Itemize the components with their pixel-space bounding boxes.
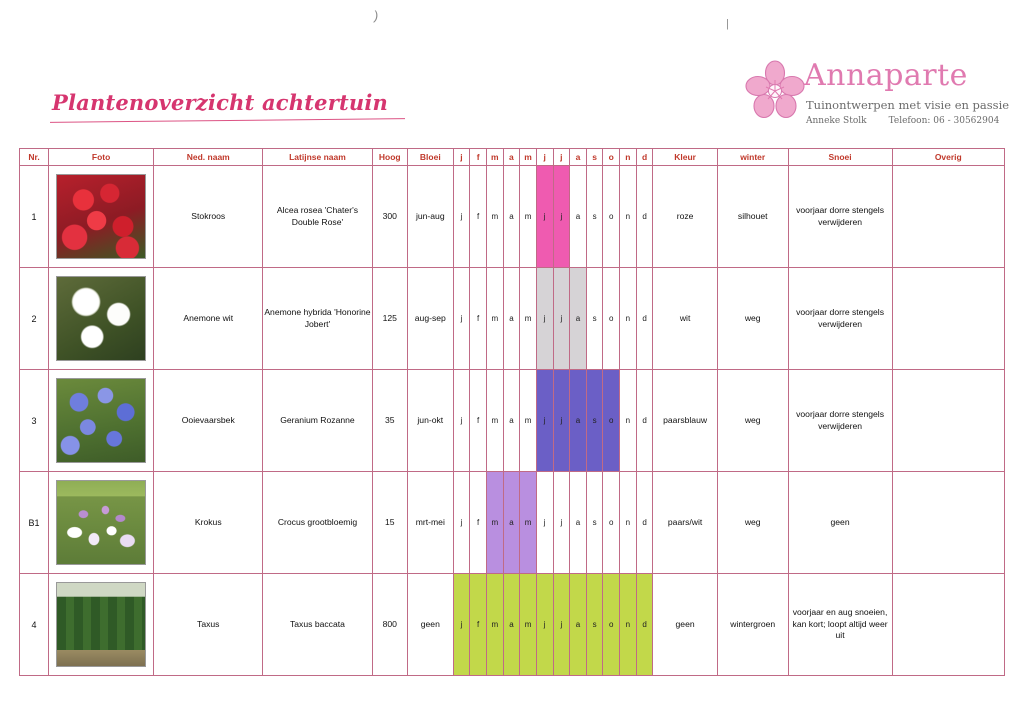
cell-month-mar: m: [486, 574, 503, 676]
cell-month-jan: j: [453, 268, 470, 370]
header-month-jan: j: [453, 149, 470, 166]
cell-month-nov: n: [620, 472, 637, 574]
table-body: [20, 166, 1005, 676]
logo-name: Annaparte: [804, 58, 968, 93]
cell-month-mar: m: [486, 166, 503, 268]
cell-month-mar: m: [486, 472, 503, 574]
cell-month-may: m: [520, 370, 537, 472]
cell-latijnse-naam: Alcea rosea 'Chater's Double Rose': [263, 166, 372, 268]
cell-month-jun: j: [536, 370, 553, 472]
header-latijnse-naam: Latijnse naam: [263, 149, 372, 166]
cell-month-feb: f: [470, 166, 487, 268]
cell-latijnse-naam: Anemone hybrida 'Honorine Jobert': [263, 268, 372, 370]
cell-month-aug: a: [570, 574, 587, 676]
cell-kleur: geen: [653, 574, 717, 676]
cell-month-jul: j: [553, 574, 570, 676]
cell-hoog: 35: [372, 370, 407, 472]
header-month-mar: m: [486, 149, 503, 166]
cell-month-dec: d: [636, 166, 653, 268]
cell-foto: [49, 370, 154, 472]
cell-bloei: mrt-mei: [407, 472, 453, 574]
cell-month-dec: d: [636, 472, 653, 574]
crocus-meadow-photo: [56, 480, 146, 565]
cell-month-nov: n: [620, 166, 637, 268]
cell-month-sep: s: [586, 574, 603, 676]
cell-winter: weg: [717, 370, 788, 472]
cell-month-apr: a: [503, 166, 520, 268]
header-ned-naam: Ned. naam: [154, 149, 263, 166]
cell-ned-naam: Krokus: [154, 472, 263, 574]
cell-month-jul: j: [553, 268, 570, 370]
cell-month-aug: a: [570, 472, 587, 574]
cell-nr: 4: [20, 574, 49, 676]
cell-month-jul: j: [553, 370, 570, 472]
cell-nr: B1: [20, 472, 49, 574]
cell-month-nov: n: [620, 370, 637, 472]
cell-month-aug: a: [570, 370, 587, 472]
cell-winter: silhouet: [717, 166, 788, 268]
cell-month-sep: s: [586, 472, 603, 574]
cell-month-dec: d: [636, 574, 653, 676]
cell-month-jul: j: [553, 166, 570, 268]
cell-ned-naam: Ooievaarsbek: [154, 370, 263, 472]
cell-latijnse-naam: Geranium Rozanne: [263, 370, 372, 472]
logo-contact: [806, 116, 999, 126]
logo-contact-name: Anneke Stolk: [806, 116, 867, 126]
table-row: [20, 472, 1005, 574]
cell-month-sep: s: [586, 370, 603, 472]
cell-month-feb: f: [470, 370, 487, 472]
cell-month-nov: n: [620, 574, 637, 676]
cell-month-jan: j: [453, 370, 470, 472]
cell-month-sep: s: [586, 166, 603, 268]
cell-month-nov: n: [620, 268, 637, 370]
cell-latijnse-naam: Crocus grootbloemig: [263, 472, 372, 574]
cell-month-mar: m: [486, 268, 503, 370]
logo-contact-phone: Telefoon: 06 - 30562904: [888, 116, 1000, 126]
cell-winter: weg: [717, 472, 788, 574]
cell-month-may: m: [520, 574, 537, 676]
table-row: [20, 574, 1005, 676]
cell-month-dec: d: [636, 370, 653, 472]
cell-snoei: voorjaar dorre stengels verwijderen: [788, 370, 892, 472]
header-foto: Foto: [49, 149, 154, 166]
header-month-sep: s: [586, 149, 603, 166]
cell-overig: [892, 370, 1004, 472]
plant-overview-table: [19, 148, 1005, 676]
cell-ned-naam: Taxus: [154, 574, 263, 676]
cell-month-feb: f: [470, 574, 487, 676]
cell-snoei: geen: [788, 472, 892, 574]
logo: [744, 56, 1010, 141]
cell-month-oct: o: [603, 268, 620, 370]
header-month-jun: j: [536, 149, 553, 166]
header-month-feb: f: [470, 149, 487, 166]
header-month-apr: a: [503, 149, 520, 166]
cell-bloei: jun-okt: [407, 370, 453, 472]
header-month-dec: d: [636, 149, 653, 166]
cell-bloei: aug-sep: [407, 268, 453, 370]
cell-hoog: 15: [372, 472, 407, 574]
scan-artifact-mark: ): [372, 7, 380, 24]
cell-overig: [892, 472, 1004, 574]
cell-foto: [49, 574, 154, 676]
cell-snoei: voorjaar dorre stengels verwijderen: [788, 166, 892, 268]
cell-foto: [49, 166, 154, 268]
cell-latijnse-naam: Taxus baccata: [263, 574, 372, 676]
cell-month-jun: j: [536, 268, 553, 370]
cell-month-jun: j: [536, 574, 553, 676]
cell-kleur: paars/wit: [653, 472, 717, 574]
header-winter: winter: [717, 149, 788, 166]
cell-hoog: 125: [372, 268, 407, 370]
header-overig: Overig: [892, 149, 1004, 166]
cell-foto: [49, 472, 154, 574]
table-row: [20, 268, 1005, 370]
cell-month-feb: f: [470, 268, 487, 370]
cell-month-dec: d: [636, 268, 653, 370]
cell-month-oct: o: [603, 370, 620, 472]
table-header-row: [20, 149, 1005, 166]
cell-kleur: wit: [653, 268, 717, 370]
cell-foto: [49, 268, 154, 370]
cell-snoei: voorjaar en aug snoeien, kan kort; loopt altijd weer uit: [788, 574, 892, 676]
cell-month-mar: m: [486, 370, 503, 472]
cell-month-apr: a: [503, 268, 520, 370]
header-nr: Nr.: [20, 149, 49, 166]
cell-month-apr: a: [503, 472, 520, 574]
cell-month-jun: j: [536, 166, 553, 268]
cell-winter: wintergroen: [717, 574, 788, 676]
logo-tagline: Tuinontwerpen met visie en passie: [806, 98, 1010, 112]
header-month-nov: n: [620, 149, 637, 166]
cell-month-sep: s: [586, 268, 603, 370]
flower-icon: [744, 60, 806, 122]
header-hoog: Hoog: [372, 149, 407, 166]
header-bloei: Bloei: [407, 149, 453, 166]
taxus-hedge-photo: [56, 582, 146, 667]
cell-month-apr: a: [503, 574, 520, 676]
cell-kleur: paarsblauw: [653, 370, 717, 472]
cell-month-jan: j: [453, 574, 470, 676]
cell-month-oct: o: [603, 472, 620, 574]
cell-month-may: m: [520, 268, 537, 370]
cell-month-jan: j: [453, 166, 470, 268]
cell-month-oct: o: [603, 574, 620, 676]
blue-geranium-photo: [56, 378, 146, 463]
title-underline: [50, 118, 405, 123]
page-title: Plantenoverzicht achtertuin: [52, 90, 388, 115]
scan-artifact-mark: |: [726, 18, 729, 30]
cell-winter: weg: [717, 268, 788, 370]
table-row: [20, 370, 1005, 472]
cell-nr: 1: [20, 166, 49, 268]
header-month-jul: j: [553, 149, 570, 166]
cell-ned-naam: Stokroos: [154, 166, 263, 268]
cell-overig: [892, 574, 1004, 676]
cell-snoei: voorjaar dorre stengels verwijderen: [788, 268, 892, 370]
cell-month-jun: j: [536, 472, 553, 574]
cell-bloei: jun-aug: [407, 166, 453, 268]
cell-month-jul: j: [553, 472, 570, 574]
header-month-may: m: [520, 149, 537, 166]
cell-kleur: roze: [653, 166, 717, 268]
cell-overig: [892, 166, 1004, 268]
cell-overig: [892, 268, 1004, 370]
table-row: [20, 166, 1005, 268]
cell-month-jan: j: [453, 472, 470, 574]
cell-month-aug: a: [570, 166, 587, 268]
white-anemone-photo: [56, 276, 146, 361]
header-month-oct: o: [603, 149, 620, 166]
cell-month-aug: a: [570, 268, 587, 370]
cell-month-may: m: [520, 472, 537, 574]
header-month-aug: a: [570, 149, 587, 166]
cell-nr: 3: [20, 370, 49, 472]
cell-ned-naam: Anemone wit: [154, 268, 263, 370]
cell-month-feb: f: [470, 472, 487, 574]
cell-month-may: m: [520, 166, 537, 268]
cell-nr: 2: [20, 268, 49, 370]
cell-month-apr: a: [503, 370, 520, 472]
header-snoei: Snoei: [788, 149, 892, 166]
cell-hoog: 300: [372, 166, 407, 268]
cell-hoog: 800: [372, 574, 407, 676]
red-hollyhock-photo: [56, 174, 146, 259]
cell-bloei: geen: [407, 574, 453, 676]
header-kleur: Kleur: [653, 149, 717, 166]
cell-month-oct: o: [603, 166, 620, 268]
